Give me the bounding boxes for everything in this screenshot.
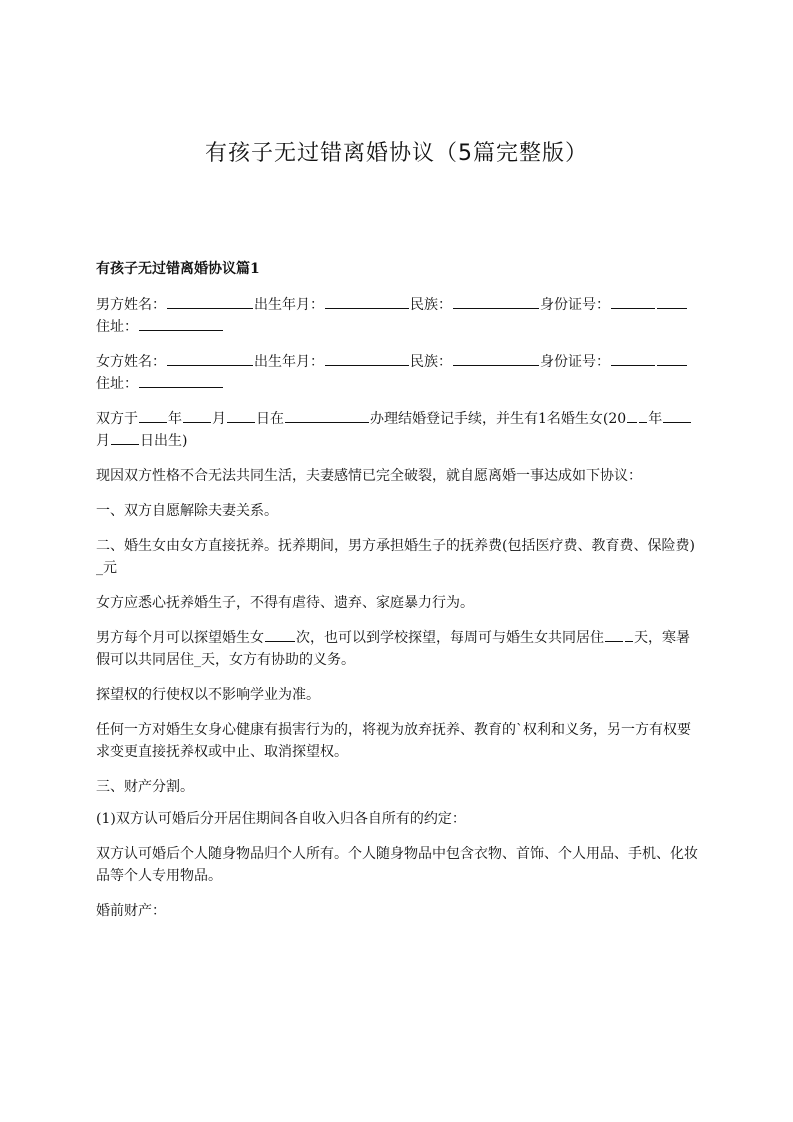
- marriage-month-label: 月: [212, 411, 226, 427]
- woman-id-label: 身份证号：: [540, 354, 610, 370]
- visit-times-blank: [265, 627, 295, 642]
- visit-days-blank-cont: [625, 627, 633, 642]
- document-title: 有孩子无过错离婚协议（5篇完整版）: [205, 141, 588, 166]
- clause-three-1-paragraph: (1)双方认可婚后分开居住期间各自收入归各自所有的约定：: [96, 811, 466, 827]
- care-paragraph: 女方应悉心抚养婚生子，不得有虐待、遗弃、家庭暴力行为。: [96, 595, 474, 611]
- man-ethnicity-label: 民族：: [410, 297, 452, 313]
- woman-id-blank: [611, 351, 655, 366]
- birth-month-label: 月: [96, 433, 110, 449]
- harm-paragraph: 任何一方对婚生女身心健康有损害行为的，将视为放弃抚养、教育的`权利和义务，另一方有权要求变更直接抚养权或中止、取消探望权。: [96, 722, 691, 760]
- birth-year-label: 年: [648, 411, 663, 427]
- marriage-day-blank: [227, 408, 255, 423]
- man-id-blank: [611, 294, 655, 309]
- visit-text-1: 男方每个月可以探望婚生女: [96, 630, 264, 646]
- woman-birth-label: 出生年月：: [254, 354, 324, 370]
- man-birth-blank: [325, 294, 409, 309]
- woman-birth-blank: [325, 351, 409, 366]
- man-name-blank: [167, 294, 253, 309]
- man-id-label: 身份证号：: [540, 297, 610, 313]
- woman-info-paragraph: [96, 351, 700, 395]
- visitation-paragraph: [96, 627, 700, 671]
- marriage-month-blank: [183, 408, 211, 423]
- section-heading: 有孩子无过错离婚协议篇1: [96, 261, 260, 277]
- visit-text-2: 次，也可以到学校探望，每周可与婚生女共同居住: [296, 630, 604, 646]
- premarital-property-paragraph: 婚前财产：: [96, 903, 166, 919]
- document-body: [96, 258, 700, 935]
- birth-day-blank: [111, 430, 139, 445]
- woman-name-label: 女方姓名：: [96, 354, 166, 370]
- clause-three-paragraph: 三、财产分割。: [96, 779, 194, 795]
- visit-right-paragraph: 探望权的行使权以不影响学业为准。: [96, 687, 320, 703]
- birth-end-text: 日出生): [140, 433, 188, 449]
- marriage-year-blank: [139, 408, 167, 423]
- birth-month-blank: [663, 408, 691, 423]
- man-birth-label: 出生年月：: [254, 297, 324, 313]
- man-name-label: 男方姓名：: [96, 297, 166, 313]
- woman-name-blank: [167, 351, 253, 366]
- woman-id-blank-cont: [657, 351, 687, 366]
- marriage-prefix: 双方于: [96, 411, 138, 427]
- man-ethnicity-blank: [453, 294, 539, 309]
- man-address-label: 住址：: [96, 319, 138, 335]
- personal-items-paragraph: 双方认可婚后个人随身物品归个人所有。个人随身物品中包含衣物、首饰、个人用品、手机、化妆品等个人专用物品。: [96, 846, 698, 884]
- man-info-paragraph: [96, 294, 700, 338]
- clause-one-paragraph: 一、双方自愿解除夫妻关系。: [96, 503, 278, 519]
- birth-year-blank: [627, 408, 637, 423]
- reason-paragraph: 现因双方性格不合无法共同生活，夫妻感情已完全破裂，就自愿离婚一事达成如下协议：: [96, 468, 642, 484]
- marriage-registration-text: 办理结婚登记手续，并生有1名婚生女(20: [370, 411, 627, 427]
- woman-ethnicity-blank: [453, 351, 539, 366]
- marriage-paragraph: [96, 408, 700, 452]
- marriage-day-label: 日在: [256, 411, 284, 427]
- visit-text-3: 天，寒暑假可以共同居住_天，女方有协助的义务。: [96, 630, 690, 668]
- marriage-year-label: 年: [168, 411, 182, 427]
- woman-ethnicity-label: 民族：: [410, 354, 452, 370]
- visit-days-blank: [605, 627, 623, 642]
- clause-two-paragraph: 二、婚生女由女方直接抚养。抚养期间，男方承担婚生子的抚养费(包括医疗费、教育费、保险费)_元: [96, 538, 695, 576]
- man-address-blank: [139, 316, 223, 331]
- marriage-place-blank: [285, 408, 369, 423]
- woman-address-label: 住址：: [96, 376, 138, 392]
- man-id-blank-cont: [657, 294, 687, 309]
- woman-address-blank: [139, 373, 223, 388]
- birth-year-blank-cont: [639, 408, 647, 423]
